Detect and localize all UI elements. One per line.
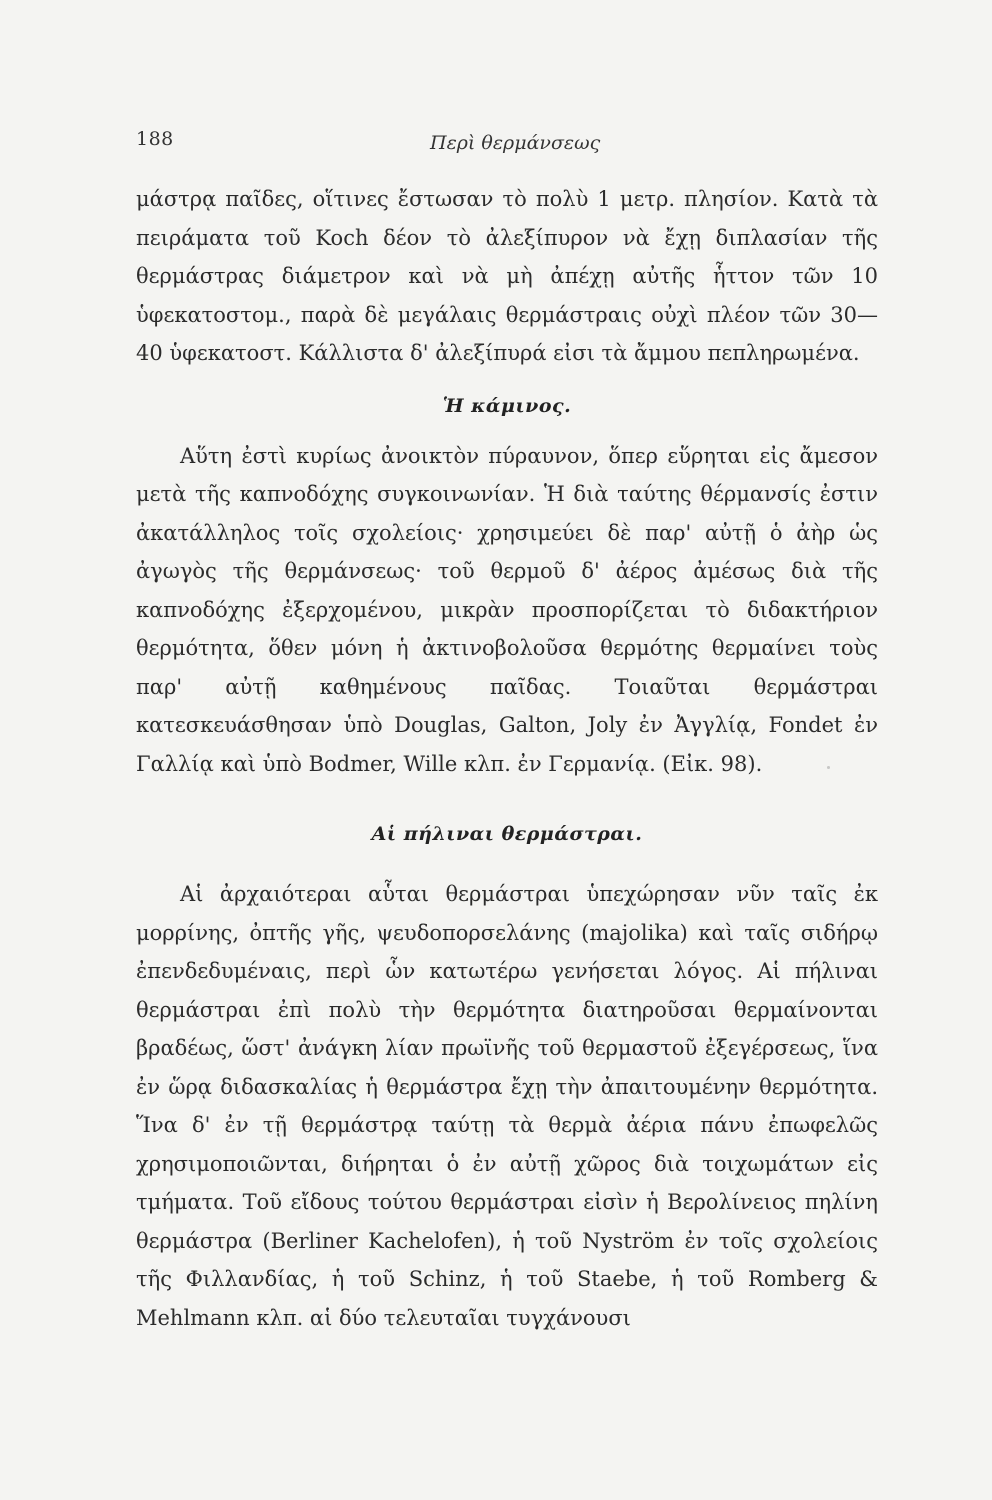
running-title: Περὶ θερμάνσεως	[430, 132, 601, 154]
page-number: 188	[136, 128, 174, 150]
running-head	[136, 122, 876, 162]
print-speck	[827, 766, 830, 769]
paragraph-furnace: Αὕτη ἐστὶ κυρίως ἀνοικτὸν πύραυνον, ὅπερ εὕρηται εἰς ἄμεσον μετὰ τῆς καπνοδόχης συγκοινωνίαν. Ἡ διὰ ταύτης θέρμανσίς ἐστιν ἀκατάλληλος τοῖς σχολείοις· χρησιμεύει δὲ παρ' αὐτῇ ὁ ἀὴρ ὡς ἀγωγὸς τῆς θερμάνσεως· τοῦ θερμοῦ δ' ἀέρος ἀμέσως διὰ τῆς καπνοδόχης ἐξερχομένου, μικρὰν προσπορίζεται τὸ διδακτήριον θερμότητα, ὅθεν μόνη ἡ ἀκτινοβολοῦσα θερμότης θερμαίνει τοὺς παρ' αὐτῇ καθημένους παῖδας. Τοιαῦται θερμάστραι κατεσκευάσθησαν ὑπὸ Douglas, Galton, Joly ἐν Ἀγγλίᾳ, Fondet ἐν Γαλλίᾳ καὶ ὑπὸ Bodmer, Wille κλπ. ἐν Γερμανίᾳ. (Εἰκ. 98).	[136, 443, 878, 776]
body-text	[136, 180, 878, 1337]
paragraph-clay-stoves: Αἱ ἀρχαιότεραι αὗται θερμάστραι ὑπεχώρησαν νῦν ταῖς ἐκ μορρίνης, ὀπτῆς γῆς, ψευδοπορσελάνης (majolika) καὶ ταῖς σιδήρῳ ἐπενδεδυμέναις, περὶ ὧν κατωτέρω γενήσεται λόγος. Αἱ πήλιναι θερμάστραι ἐπὶ πολὺ τὴν θερμότητα διατηροῦσαι θερμαίνονται βραδέως, ὥστ' ἀνάγκη λίαν πρωϊνῆς τοῦ θερμαστοῦ ἐξεγέρσεως, ἵνα ἐν ὥρᾳ διδασκαλίας ἡ θερμάστρα ἔχῃ τὴν ἀπαιτουμένην θερμότητα. Ἵνα δ' ἐν τῇ θερμάστρᾳ ταύτῃ τὰ θερμὰ ἀέρια πάνυ ἐπωφελῶς χρησιμοποιῶνται, διήρηται ὁ ἐν αὐτῇ χῶρος διὰ τοιχωμάτων εἰς τμήματα. Τοῦ εἴδους τούτου θερμάστραι εἰσὶν ἡ Βερολίνειος πηλίνη θερμάστρα (Berliner Kachelofen), ἡ τοῦ Nyström ἐν τοῖς σχολείοις τῆς Φιλλανδίας, ἡ τοῦ Schinz, ἡ τοῦ Staebe, ἡ τοῦ Romberg & Mehlmann κλπ. αἱ δύο τελευταῖαι τυγχάνουσι	[136, 882, 878, 1330]
section-heading-furnace: Ἡ κάμινος.	[442, 394, 572, 417]
paragraph-continued: μάστρᾳ παῖδες, οἵτινες ἔστωσαν τὸ πολὺ 1 μετρ. πλησίον. Κατὰ τὰ πειράματα τοῦ Koch δέον τὸ ἀλεξίπυρον νὰ ἔχῃ διπλασίαν τῆς θερμάστρας διάμετρον καὶ νὰ μὴ ἀπέχῃ αὐτῆς ἧττον τῶν 10 ὑφεκατοστομ., παρὰ δὲ μεγάλαις θερμάστραις οὐχὶ πλέον τῶν 30—40 ὑφεκατοστ. Κάλλιστα δ' ἀλεξίπυρά εἰσι τὰ ἄμμου πεπληρωμένα.	[136, 187, 878, 365]
section-heading-clay-stoves: Αἱ πήλιναι θερμάστραι.	[371, 823, 643, 845]
